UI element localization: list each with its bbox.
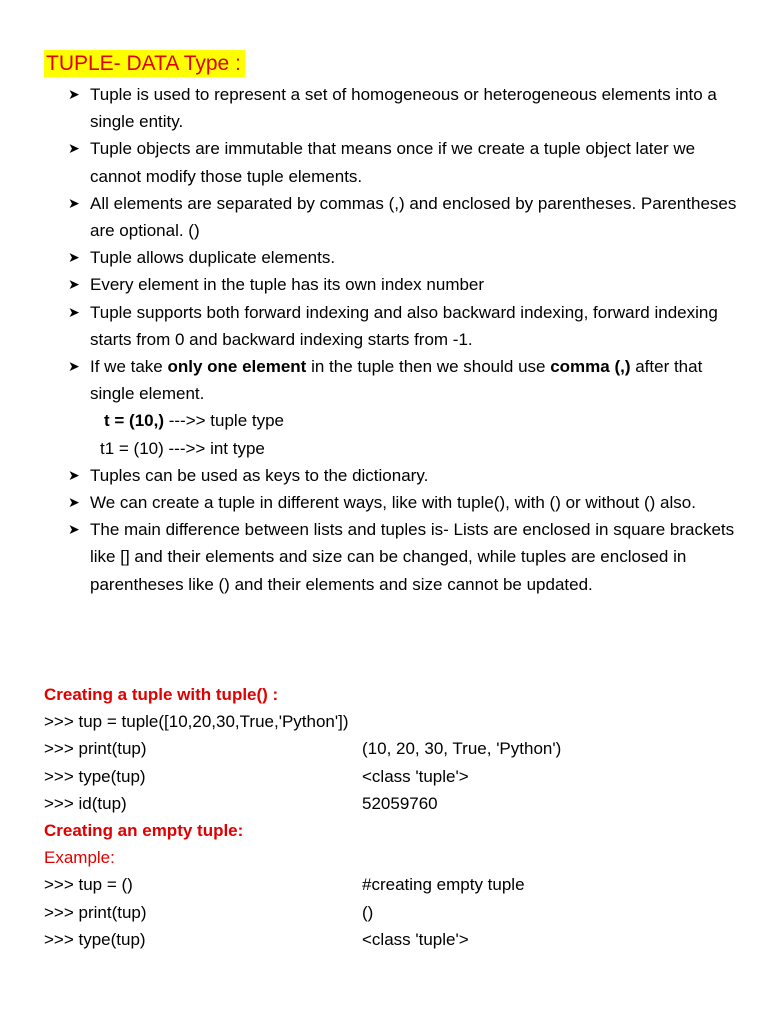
- code-text: >>> print(tup): [44, 902, 147, 922]
- code-text: >>> tup = tuple([10,20,30,True,'Python']): [44, 712, 349, 732]
- code-line: [44, 708, 744, 735]
- bullet-text: Tuple is used to represent a set of homogeneous or heterogeneous elements into a single entity.: [90, 85, 717, 132]
- code-output: #creating empty tuple: [362, 875, 525, 895]
- code-output: <class 'tuple'>: [362, 766, 469, 786]
- list-item: [66, 489, 746, 516]
- code-text: >>> type(tup): [44, 929, 146, 949]
- example-label: Example:: [44, 848, 115, 868]
- code-row: [44, 763, 744, 790]
- list-item: [66, 299, 746, 353]
- code-output: (): [362, 902, 374, 922]
- arrow-bullet-icon: ➤: [68, 276, 80, 293]
- code-text: >>> id(tup): [44, 793, 127, 813]
- bullet-list: [66, 81, 746, 598]
- list-item: [66, 81, 746, 135]
- bullet-text-part: If we take: [90, 357, 168, 377]
- bullet-bold-text: only one element: [167, 357, 307, 377]
- arrow-bullet-icon: ➤: [68, 358, 80, 375]
- code-text: >>> print(tup): [44, 739, 147, 759]
- bullet-bold-text: comma (,): [550, 357, 631, 377]
- arrow-bullet-icon: ➤: [68, 140, 80, 157]
- list-item: [66, 462, 746, 489]
- code-row: [44, 899, 744, 926]
- code-output: (10, 20, 30, True, 'Python'): [362, 739, 562, 759]
- bullet-text-part: after that single element.: [90, 357, 703, 404]
- code-output: <class 'tuple'>: [362, 929, 469, 949]
- page-title: TUPLE- DATA Type :: [44, 50, 245, 77]
- bullet-text: Tuple objects are immutable that means once if we create a tuple object later we cannot modify those tuple elements.: [90, 139, 696, 186]
- arrow-bullet-icon: ➤: [68, 86, 80, 102]
- code-row: [44, 735, 744, 762]
- code-text: >>> type(tup): [44, 766, 146, 786]
- code-examples: [44, 681, 744, 953]
- code-row: [44, 790, 744, 817]
- arrow-bullet-icon: ➤: [68, 521, 80, 538]
- arrow-bullet-icon: ➤: [68, 303, 80, 320]
- example-text: t1 = (10) --->> int type: [100, 438, 265, 458]
- bullet-text: Tuple allows duplicate elements.: [90, 248, 336, 268]
- arrow-bullet-icon: ➤: [68, 494, 80, 511]
- list-item: [66, 516, 746, 598]
- list-item: [66, 190, 746, 244]
- list-item: [66, 271, 746, 298]
- bullet-text: All elements are separated by commas (,) and enclosed by parentheses. Parentheses are optional. (): [90, 193, 737, 241]
- list-item: [66, 135, 746, 189]
- arrow-bullet-icon: ➤: [68, 466, 80, 483]
- bullet-text: The main difference between lists and tuples is- Lists are enclosed in square brackets like [] and their elements and size can be changed, while tuples are enclosed in parentheses like () and their elements and size cannot be updated.: [90, 520, 735, 594]
- list-item: [66, 244, 746, 271]
- arrow-bullet-icon: ➤: [68, 249, 80, 266]
- example-bold-text: t = (10,): [104, 411, 164, 431]
- section-heading-tuple-function: Creating a tuple with tuple() :: [44, 685, 279, 704]
- bullet-text: Tuple supports both forward indexing and also backward indexing, forward indexing starts from 0 and backward indexing starts from -1.: [90, 302, 718, 349]
- code-output: 52059760: [362, 793, 438, 813]
- list-item-one-element: [66, 353, 746, 407]
- bullet-text: We can create a tuple in different ways, like with tuple(), with () or without () also.: [90, 493, 696, 513]
- code-row: [44, 926, 744, 953]
- code-row: [44, 871, 744, 898]
- bullet-text: Every element in the tuple has its own index number: [90, 275, 485, 295]
- example-line: [66, 435, 746, 462]
- example-line: [66, 407, 746, 434]
- arrow-bullet-icon: ➤: [68, 194, 80, 211]
- section-heading-empty-tuple: Creating an empty tuple:: [44, 820, 244, 840]
- bullet-text: Tuples can be used as keys to the dictionary.: [90, 465, 429, 485]
- bullet-text-part: in the tuple then we should use: [306, 357, 551, 377]
- example-text: --->> tuple type: [164, 411, 285, 431]
- code-text: >>> tup = (): [44, 875, 133, 895]
